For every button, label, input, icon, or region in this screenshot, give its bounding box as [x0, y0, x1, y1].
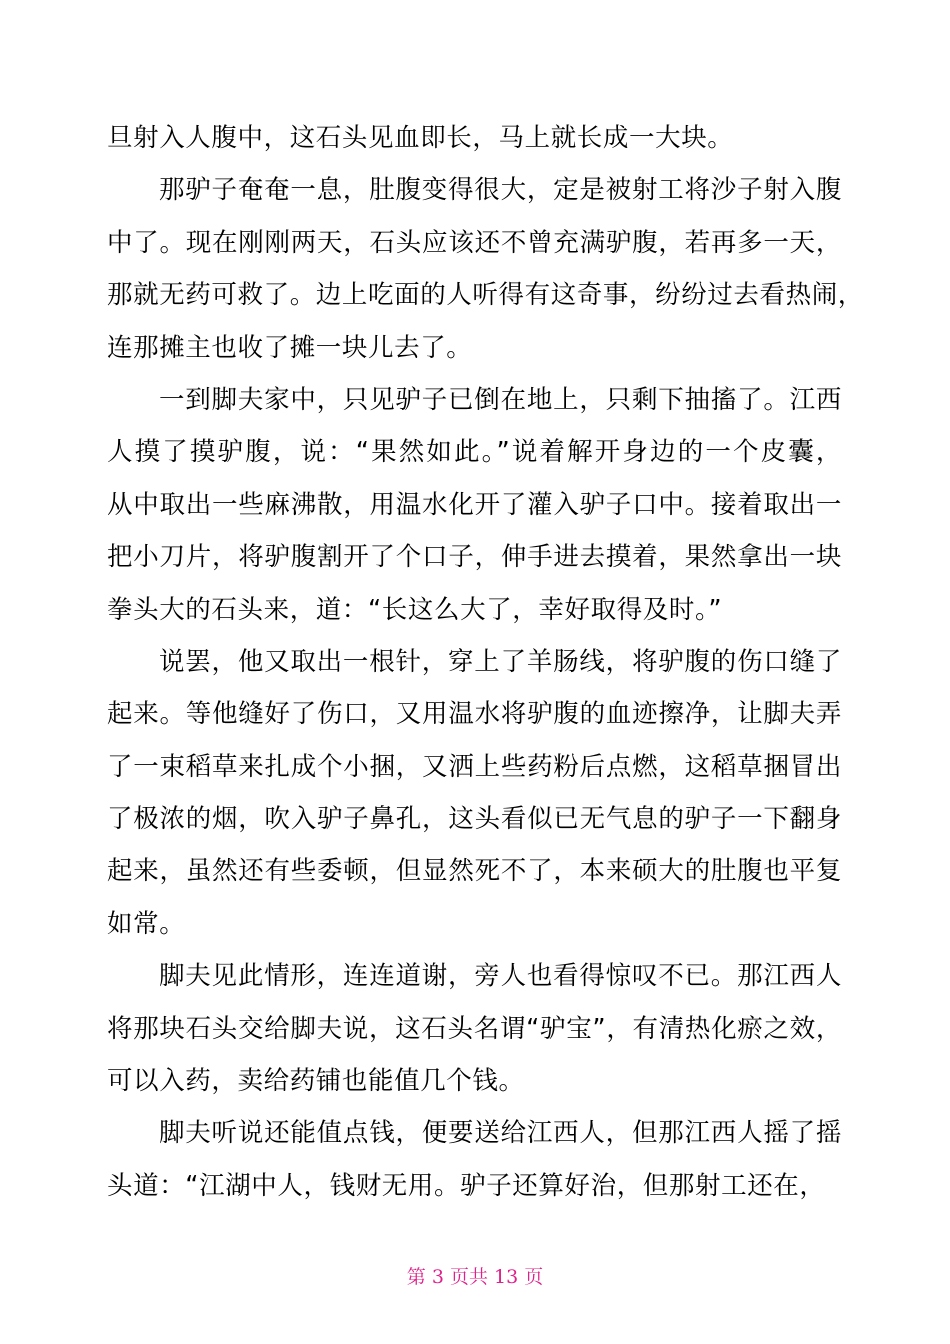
text-line: 了一束稻草来扎成个小捆，又洒上些药粉后点燃，这稻草捆冒出: [107, 751, 842, 782]
text-line: 说罢，他又取出一根针，穿上了羊肠线，将驴腹的伤口缝了: [159, 646, 842, 677]
text-line: 那驴子奄奄一息，肚腹变得很大，定是被射工将沙子射入腹: [159, 175, 842, 206]
paragraph: [107, 636, 842, 950]
text-line: 可以入药，卖给药铺也能值几个钱。: [107, 1066, 525, 1097]
paragraph: [107, 112, 842, 164]
page-number-footer: 第 3 页共 13 页: [406, 1266, 544, 1288]
text-line: 起来，虽然还有些委顿，但显然死不了，本来硕大的肚腹也平复: [107, 856, 842, 887]
text-line: 了极浓的烟，吹入驴子鼻孔，这头看似已无气息的驴子一下翻身: [107, 804, 842, 835]
text-line: 从中取出一些麻沸散，用温水化开了灌入驴子口中。接着取出一: [107, 489, 842, 520]
paragraph: [107, 164, 864, 374]
text-line: 起来。等他缝好了伤口，又用温水将驴腹的血迹擦净，让脚夫弄: [107, 699, 842, 730]
text-line: 将那块石头交给脚夫说，这石头名谓“驴宝”，有清热化瘀之效，: [107, 1013, 842, 1044]
text-line: 旦射入人腹中，这石头见血即长，马上就长成一大块。: [107, 123, 734, 153]
paragraph: [107, 1107, 842, 1212]
text-line: 连那摊主也收了摊一块儿去了。: [107, 332, 473, 363]
paragraph: [107, 374, 842, 636]
text-line: 人摸了摸驴腹，说：“果然如此。”说着解开身边的一个皮囊，: [107, 437, 842, 468]
text-line: 拳头大的石头来，道：“长这么大了，幸好取得及时。”: [107, 594, 723, 625]
text-line: 那就无药可救了。边上吃面的人听得有这奇事，纷纷过去看热闹，: [107, 280, 864, 311]
text-line: 一到脚夫家中，只见驴子已倒在地上，只剩下抽搐了。江西: [159, 384, 842, 415]
text-line: 如常。: [107, 908, 186, 939]
body-text: [107, 112, 864, 1212]
text-line: 脚夫见此情形，连连道谢，旁人也看得惊叹不已。那江西人: [159, 961, 842, 992]
text-line: 中了。现在刚刚两天，石头应该还不曾充满驴腹，若再多一天，: [107, 227, 842, 258]
text-line: 脚夫听说还能值点钱，便要送给江西人，但那江西人摇了摇: [159, 1118, 842, 1149]
text-line: 把小刀片，将驴腹割开了个口子，伸手进去摸着，果然拿出一块: [107, 542, 842, 573]
text-line: 头道：“江湖中人，钱财无用。驴子还算好治，但那射工还在，: [107, 1170, 826, 1201]
paragraph: [107, 950, 842, 1107]
